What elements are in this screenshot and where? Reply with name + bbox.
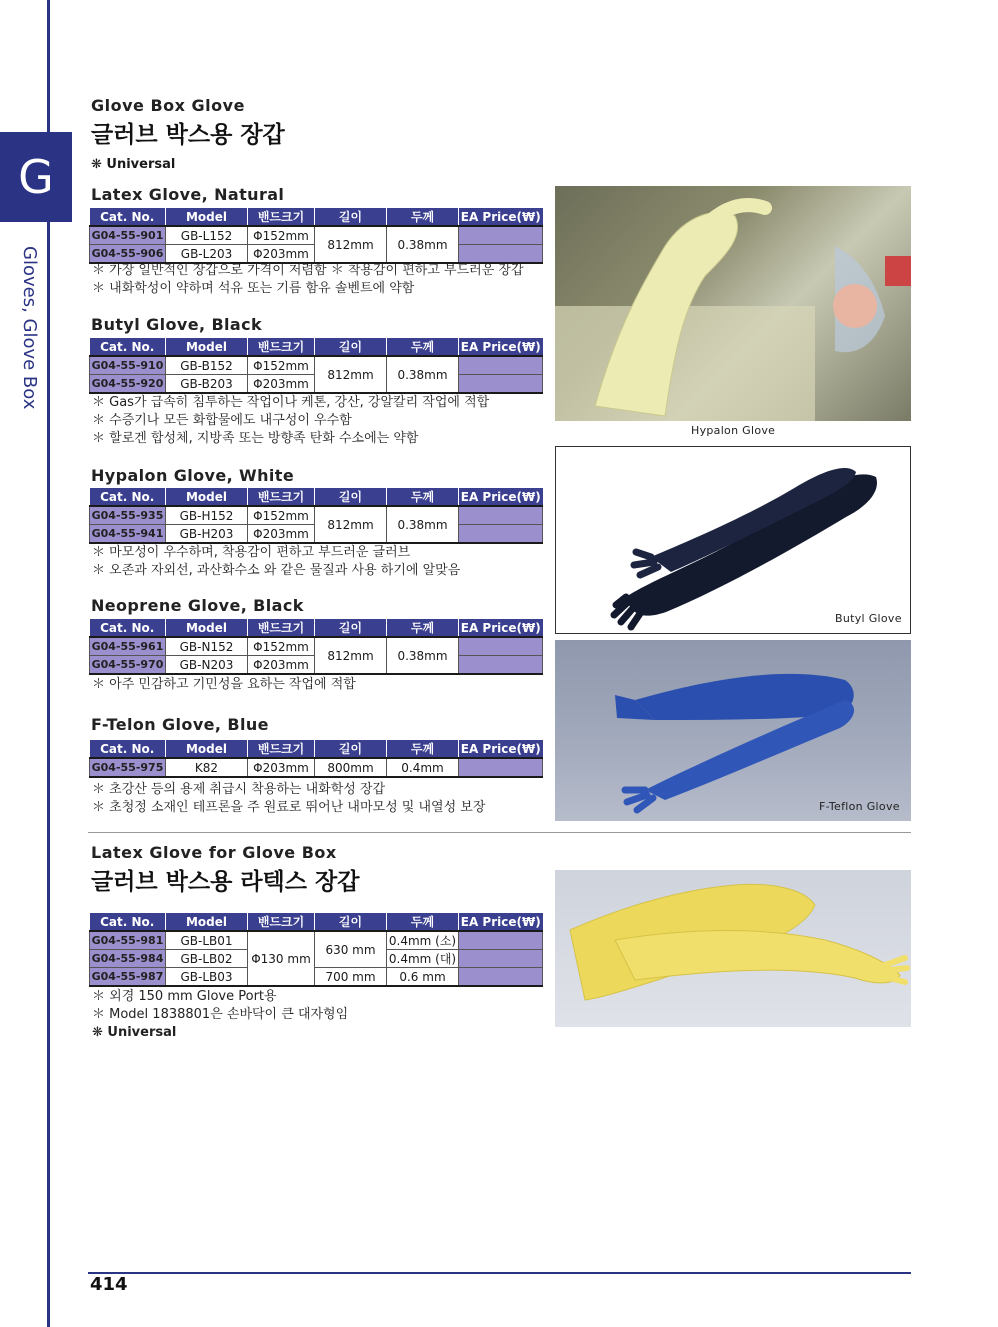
col-model: Model <box>166 740 248 758</box>
cat-no: G04-55-970 <box>90 656 166 675</box>
band-size: Φ152mm <box>248 637 315 656</box>
price-cell <box>459 375 543 394</box>
thickness: 0.4mm (소) <box>387 931 459 950</box>
cat-no: G04-55-961 <box>90 637 166 656</box>
model: GB-LB01 <box>166 931 248 950</box>
latex-notes <box>92 262 524 298</box>
table-row <box>90 356 543 375</box>
price-cell <box>459 637 543 656</box>
length: 812mm <box>315 506 387 543</box>
table-header-row <box>90 488 543 506</box>
model: GB-H152 <box>166 506 248 525</box>
col-band: 밴드크기 <box>248 619 315 637</box>
note-line: ＊ Gas가 급속히 침투하는 작업이나 케톤, 강산, 강알칼리 작업에 적합 <box>92 395 490 410</box>
teflon-caption: F-Teflon Glove <box>819 800 900 813</box>
model: GB-LB02 <box>166 950 248 968</box>
universal-label: ❋ Universal <box>91 157 176 172</box>
col-length: 길이 <box>315 208 387 226</box>
table-row <box>90 968 543 987</box>
note-line: ＊ 마모성이 우수하며, 착용감이 편하고 부드러운 글러브 <box>92 545 411 560</box>
col-band: 밴드크기 <box>248 208 315 226</box>
col-band: 밴드크기 <box>248 338 315 356</box>
page-number: 414 <box>90 1274 128 1295</box>
price-cell <box>459 968 543 987</box>
section-tab <box>0 132 72 222</box>
note-line: ＊ 초청정 소재인 테프론을 주 원료로 뛰어난 내마모성 및 내열성 보장 <box>92 800 486 815</box>
table-row <box>90 226 543 245</box>
cat-no: G04-55-975 <box>90 758 166 777</box>
ftelon-title: F-Telon Glove, Blue <box>91 715 269 734</box>
col-length: 길이 <box>315 619 387 637</box>
page-title-ko: 글러브 박스용 장갑 <box>91 122 285 148</box>
table-header-row <box>90 338 543 356</box>
table-header-row <box>90 208 543 226</box>
band-size: Φ203mm <box>248 375 315 394</box>
col-cat: Cat. No. <box>90 208 166 226</box>
section-letter: G <box>18 150 54 204</box>
col-thickness: 두께 <box>387 619 459 637</box>
hypalon-glove-image <box>555 186 911 421</box>
col-model: Model <box>166 619 248 637</box>
butyl-caption: Butyl Glove <box>835 612 902 625</box>
thickness: 0.38mm <box>387 226 459 263</box>
page-title-en: Glove Box Glove <box>91 96 245 115</box>
table-row <box>90 506 543 525</box>
cat-no: G04-55-920 <box>90 375 166 394</box>
col-length: 길이 <box>315 338 387 356</box>
note-line: ＊ 할로겐 합성체, 지방족 또는 방향족 탄화 수소에는 약함 <box>92 431 419 446</box>
section-divider <box>88 832 911 833</box>
col-length: 길이 <box>315 913 387 931</box>
length: 812mm <box>315 226 387 263</box>
note-line: ＊ 수증기나 모든 화합물에도 내구성이 우수함 <box>92 413 352 428</box>
model: GB-L152 <box>166 226 248 245</box>
model: GB-L203 <box>166 245 248 264</box>
universal-label: ❋ Universal <box>92 1025 177 1040</box>
thickness: 0.4mm <box>387 758 459 777</box>
price-cell <box>459 245 543 264</box>
col-price: EA Price(₩) <box>459 488 543 506</box>
table-header-row <box>90 740 543 758</box>
band-size: Φ203mm <box>248 525 315 544</box>
cat-no: G04-55-984 <box>90 950 166 968</box>
note-line: ＊ Model 1838801은 손바닥이 큰 대자형임 <box>92 1007 349 1022</box>
col-thickness: 두께 <box>387 913 459 931</box>
col-cat: Cat. No. <box>90 488 166 506</box>
latex-box-table <box>89 913 543 987</box>
length: 700 mm <box>315 968 387 987</box>
col-price: EA Price(₩) <box>459 913 543 931</box>
hypalon-caption: Hypalon Glove <box>691 424 776 437</box>
band-size: Φ130 mm <box>248 931 315 986</box>
col-band: 밴드크기 <box>248 913 315 931</box>
cat-no: G04-55-987 <box>90 968 166 987</box>
table-row <box>90 637 543 656</box>
band-size: Φ203mm <box>248 758 315 777</box>
neoprene-title: Neoprene Glove, Black <box>91 596 304 615</box>
thickness: 0.6 mm <box>387 968 459 987</box>
price-cell <box>459 525 543 544</box>
cat-no: G04-55-981 <box>90 931 166 950</box>
band-size: Φ152mm <box>248 506 315 525</box>
col-band: 밴드크기 <box>248 740 315 758</box>
butyl-glove-image <box>556 447 910 633</box>
side-label: Gloves, Glove Box <box>19 246 40 410</box>
col-cat: Cat. No. <box>90 740 166 758</box>
col-length: 길이 <box>315 488 387 506</box>
price-cell <box>459 506 543 525</box>
teflon-glove-photo <box>555 640 911 821</box>
model: GB-N203 <box>166 656 248 675</box>
butyl-table <box>89 338 543 394</box>
note-line: ＊ 아주 민감하고 기민성을 요하는 작업에 적합 <box>92 677 356 692</box>
note-line: ＊ 초강산 등의 용제 취급시 착용하는 내화학성 장갑 <box>92 782 386 797</box>
col-cat: Cat. No. <box>90 913 166 931</box>
butyl-glove-photo <box>555 446 911 634</box>
hypalon-glove-photo <box>555 186 911 421</box>
latex-table <box>89 208 543 264</box>
hypalon-table <box>89 488 543 544</box>
col-model: Model <box>166 208 248 226</box>
thickness: 0.38mm <box>387 637 459 674</box>
table-header-row <box>90 619 543 637</box>
col-thickness: 두께 <box>387 208 459 226</box>
col-model: Model <box>166 913 248 931</box>
model: GB-H203 <box>166 525 248 544</box>
model: GB-B152 <box>166 356 248 375</box>
col-price: EA Price(₩) <box>459 208 543 226</box>
latex-box-glove-image <box>555 870 911 1027</box>
cat-no: G04-55-941 <box>90 525 166 544</box>
length: 800mm <box>315 758 387 777</box>
table-header-row <box>90 913 543 931</box>
butyl-notes <box>92 394 489 448</box>
price-cell <box>459 656 543 675</box>
col-thickness: 두께 <box>387 338 459 356</box>
table-row <box>90 758 543 777</box>
col-model: Model <box>166 488 248 506</box>
price-cell <box>459 226 543 245</box>
cat-no: G04-55-906 <box>90 245 166 264</box>
col-band: 밴드크기 <box>248 488 315 506</box>
latex-box-title-en: Latex Glove for Glove Box <box>91 843 337 862</box>
band-size: Φ152mm <box>248 226 315 245</box>
length: 812mm <box>315 356 387 393</box>
band-size: Φ152mm <box>248 356 315 375</box>
cat-no: G04-55-910 <box>90 356 166 375</box>
price-cell <box>459 931 543 950</box>
price-cell <box>459 950 543 968</box>
col-cat: Cat. No. <box>90 338 166 356</box>
note-line: ＊ 오존과 자외선, 과산화수소 와 같은 물질과 사용 하기에 알맞음 <box>92 563 461 578</box>
col-model: Model <box>166 338 248 356</box>
note-line: ＊ 외경 150 mm Glove Port용 <box>92 989 277 1004</box>
hypalon-notes <box>92 544 460 580</box>
ftelon-notes <box>92 781 485 817</box>
neoprene-table <box>89 619 543 675</box>
ftelon-table <box>89 740 543 778</box>
neoprene-notes <box>92 676 356 694</box>
note-line: ＊ 내화학성이 약하며 석유 또는 기름 함유 솔벤트에 약함 <box>92 281 415 296</box>
band-size: Φ203mm <box>248 656 315 675</box>
col-thickness: 두께 <box>387 740 459 758</box>
band-size: Φ203mm <box>248 245 315 264</box>
col-price: EA Price(₩) <box>459 338 543 356</box>
model: GB-N152 <box>166 637 248 656</box>
model: GB-LB03 <box>166 968 248 987</box>
thickness: 0.38mm <box>387 506 459 543</box>
note-line: ＊ 가장 일반적인 장갑으로 가격이 저렴함 ＊ 착용감이 편하고 부드러운 장갑 <box>92 263 524 278</box>
latex-box-title-ko: 글러브 박스용 라텍스 장갑 <box>91 869 360 895</box>
length: 630 mm <box>315 931 387 968</box>
thickness: 0.4mm (대) <box>387 950 459 968</box>
col-price: EA Price(₩) <box>459 740 543 758</box>
cat-no: G04-55-935 <box>90 506 166 525</box>
thickness: 0.38mm <box>387 356 459 393</box>
latex-box-glove-photo <box>555 870 911 1027</box>
hypalon-title: Hypalon Glove, White <box>91 466 295 485</box>
col-length: 길이 <box>315 740 387 758</box>
footer-rule <box>88 1272 911 1274</box>
price-cell <box>459 356 543 375</box>
butyl-title: Butyl Glove, Black <box>91 315 263 334</box>
model: K82 <box>166 758 248 777</box>
col-price: EA Price(₩) <box>459 619 543 637</box>
price-cell <box>459 758 543 777</box>
table-row <box>90 931 543 950</box>
col-cat: Cat. No. <box>90 619 166 637</box>
teflon-glove-image <box>555 640 911 821</box>
latex-title: Latex Glove, Natural <box>91 185 285 204</box>
col-thickness: 두께 <box>387 488 459 506</box>
model: GB-B203 <box>166 375 248 394</box>
latex-box-notes <box>92 988 348 1042</box>
length: 812mm <box>315 637 387 674</box>
cat-no: G04-55-901 <box>90 226 166 245</box>
